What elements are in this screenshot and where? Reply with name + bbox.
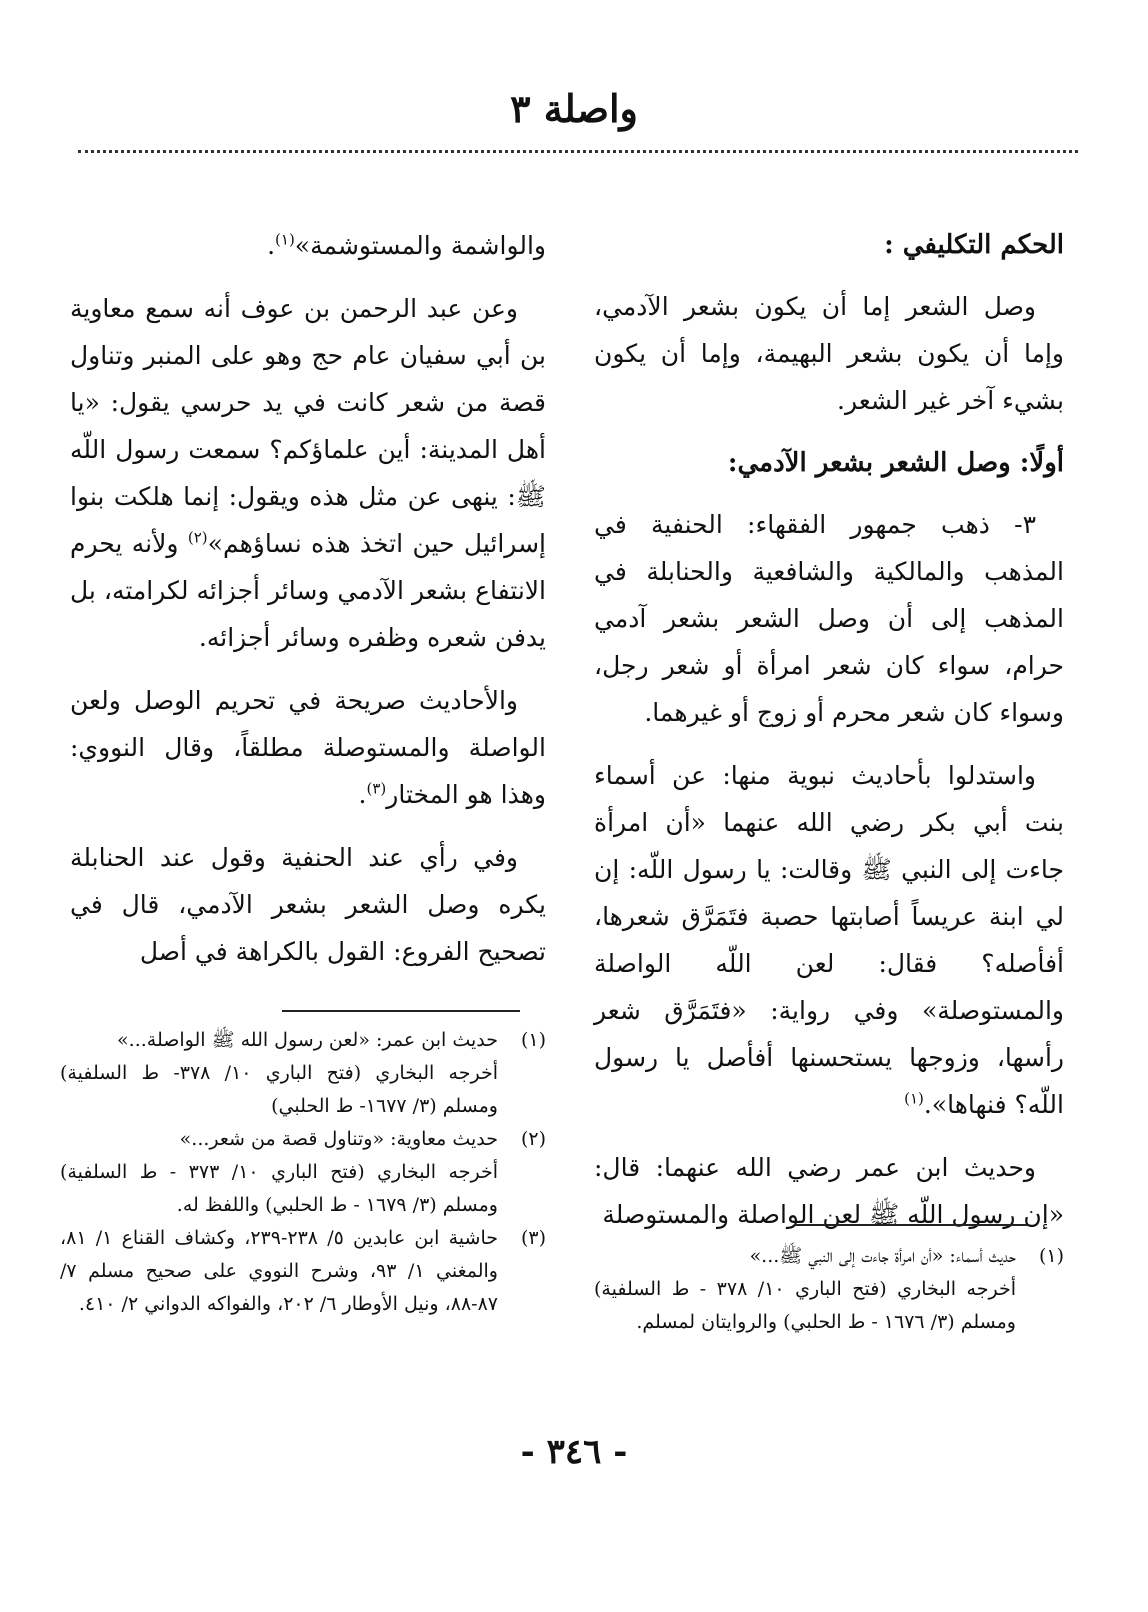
footnote-number: (١) [1038, 1245, 1064, 1267]
right-footnotes [594, 1240, 1064, 1339]
footnote-line: أخرجه البخاري (فتح الباري ١٠/ ٣٧٣ - ط السلفية) ومسلم (٣/ ١٦٧٩ - ط الحلبي) واللفظ له. [60, 1161, 498, 1216]
footnote-line: أخرجه البخاري (فتح الباري ١٠/ ٣٧٨ - ط السلفية) ومسلم (٣/ ١٦٧٦ - ط الحلبي) والروايتان لمسلم. [594, 1278, 1016, 1333]
paragraph [594, 752, 1064, 1128]
heading-ruling: الحكم التكليفي : [884, 230, 1064, 260]
header-dotted-rule [78, 150, 1078, 153]
paragraph [70, 677, 546, 818]
paragraph: وفي رأي عند الحنفية وقول عند الحنابلة يكره وصل الشعر بشعر الآدمي، قال في تصحيح الفروع: القول بالكراهة في أصل [70, 843, 546, 966]
left-footnotes [60, 1024, 546, 1321]
paragraph [70, 222, 546, 269]
page-header-title: واصلة ٣ [510, 86, 638, 131]
paragraph [70, 285, 546, 661]
footnote-ref: (٢) [187, 528, 208, 547]
paragraph-text: واستدلوا بأحاديث نبوية منها: عن أسماء بنت أبي بكر رضي الله عنهما «أن امرأة جاءت إلى النبي ﷺ وقالت: يا رسول اللّه: إن لي ابنة عريساً أصابتها حصبة فتَمَرَّق شعرها، أفأصله؟ فقال: لعن اللّه الواصلة والمستوصلة» وفي رواية: «فتَمَرَّق شعر رأسها، وزوجها يستحسنها أفأصل يا رسول اللّه؟ فنهاها». [594, 761, 1064, 1119]
paragraph-text: ولأنه يحرم الانتفاع بشعر الآدمي وسائر أجزائه لكرامته، بل يدفن شعره وظفره وسائر أجزائه. [70, 529, 546, 652]
right-column [594, 222, 1064, 1254]
paragraph-end: . [267, 231, 276, 260]
footnote-item [594, 1240, 1064, 1339]
footnote-line: حديث ابن عمر: «لعن رسول الله ﷺ الواصلة...» [117, 1029, 498, 1051]
paragraph-end: . [358, 780, 367, 809]
page-number: - ٣٤٦ - [520, 1432, 628, 1472]
footnote-item [60, 1123, 546, 1222]
footnote-rule [794, 1224, 1028, 1226]
footnote-text [60, 1024, 498, 1123]
footnote-rule [282, 1010, 520, 1012]
footnote-line: حاشية ابن عابدين ٥/ ٢٣٨-٢٣٩، وكشاف القناع ١/ ٨١، والمغني ١/ ٩٣، وشرح النووي على صحيح مسلم ٧/ ٨٧-٨٨، ونيل الأوطار ٦/ ٢٠٢، والفواكه الدواني ٢/ ٤١٠. [60, 1227, 498, 1315]
footnote-item [60, 1024, 546, 1123]
footnote-number: (٢) [520, 1128, 546, 1150]
footnote-line: حديث أسماء: «أن امرأة جاءت إلى النبي ﷺ...» [749, 1245, 1016, 1267]
footnote-ref: (٣) [366, 779, 387, 798]
footnote-line: حديث معاوية: «وتناول قصة من شعر...» [179, 1128, 498, 1150]
left-column [70, 222, 546, 991]
paragraph: وحديث ابن عمر رضي الله عنهما: قال: «إن رسول اللّه ﷺ لعن الواصلة والمستوصلة [594, 1153, 1064, 1229]
footnote-text [60, 1222, 498, 1321]
footnote-ref: (١) [904, 1089, 924, 1108]
heading-first-section: أولًا: وصل الشعر بشعر الآدمي: [727, 448, 1064, 478]
paragraph: ٣- ذهب جمهور الفقهاء: الحنفية في المذهب والمالكية والشافعية والحنابلة في المذهب إلى أن وصل الشعر بشعر آدمي حرام، سواء كان شعر امرأة أو شعر رجل، وسواء كان شعر محرم أو زوج أو غيرهما. [594, 510, 1064, 727]
paragraph-text: وعن عبد الرحمن بن عوف أنه سمع معاوية بن أبي سفيان عام حج وهو على المنبر وتناول قصة من شعر كانت في يد حرسي يقول: «يا أهل المدينة: أين علماؤكم؟ سمعت رسول اللّه ﷺ: ينهى عن مثل هذه ويقول: إنما هلكت بنوا إسرائيل حين اتخذ هذه نساؤهم» [70, 294, 546, 558]
paragraph-text: والواشمة والمستوشمة» [294, 231, 546, 260]
paragraph-text: والأحاديث صريحة في تحريم الوصل ولعن الواصلة والمستوصلة مطلقاً، وقال النووي: وهذا هو المختار [70, 686, 546, 809]
footnote-text [60, 1123, 498, 1222]
paragraph: وصل الشعر إما أن يكون بشعر الآدمي، وإما أن يكون بشعر البهيمة، وإما أن يكون بشيء آخر غير الشعر. [594, 292, 1064, 415]
footnote-item [60, 1222, 546, 1321]
footnote-text [594, 1240, 1016, 1339]
footnote-number: (٣) [520, 1227, 546, 1249]
footnote-line: أخرجه البخاري (فتح الباري ١٠/ ٣٧٨- ط السلفية) ومسلم (٣/ ١٦٧٧- ط الحلبي) [60, 1062, 498, 1117]
footnote-number: (١) [520, 1029, 546, 1051]
footnote-ref: (١) [275, 230, 295, 249]
